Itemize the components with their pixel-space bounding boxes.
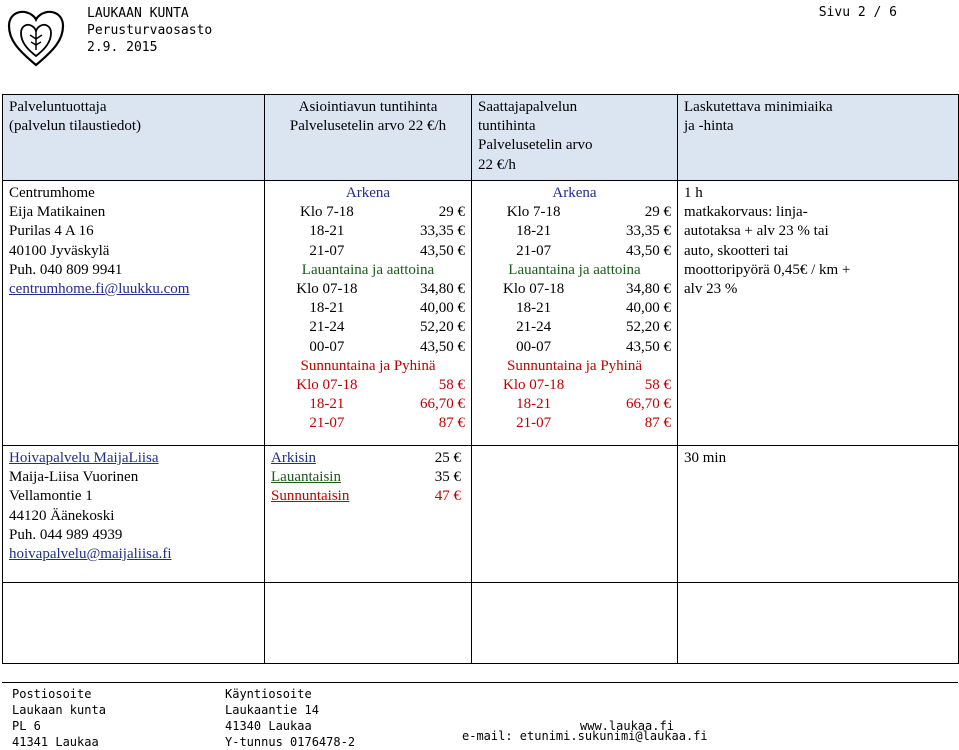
rate-value: 43,50 €	[420, 242, 465, 259]
provider-email-link[interactable]: hoivapalvelu@maijaliisa.fi	[9, 546, 172, 563]
minimum-note-line: alv 23 %	[684, 281, 738, 298]
footer-line: PL 6	[12, 719, 41, 733]
rate-value: 87 €	[644, 415, 671, 432]
rate-time: Klo 7-18	[300, 204, 354, 221]
footer-line: 41341 Laukaa	[12, 735, 99, 749]
service-provider-table	[2, 94, 959, 664]
minimum-note-line: auto, skootteri tai	[684, 242, 789, 259]
rate-time: 21-07	[516, 415, 552, 432]
rate-time: 18-21	[516, 300, 552, 317]
rate-value: 66,70 €	[626, 396, 671, 413]
rate-table	[271, 184, 465, 434]
footer-line: Postiosoite	[12, 687, 92, 701]
minimum-note-line: moottoripyörä 0,45€ / km +	[684, 261, 851, 278]
rate-label: Lauantaisin	[271, 469, 341, 486]
rate-table	[478, 184, 671, 434]
rate-label: Arkisin	[271, 450, 316, 466]
rate-time: 21-07	[309, 242, 345, 259]
empty-cell	[678, 583, 959, 664]
rate-time: Klo 07-18	[502, 281, 565, 298]
footer-line: Laukaan kunta	[12, 703, 106, 717]
minimum-charge-cell	[678, 181, 959, 446]
footer-line: Laukaantie 14	[225, 703, 319, 717]
rate-value: 58 €	[644, 377, 671, 394]
rate-time: 18-21	[309, 223, 345, 240]
rate-time: 18-21	[309, 300, 345, 317]
provider-contact: Maija-Liisa Vuorinen	[9, 469, 139, 486]
laukaa-coat-of-arms-logo	[6, 4, 66, 68]
footer-line: Käyntiosoite	[225, 687, 312, 701]
footer-visiting-address	[225, 686, 355, 750]
minimum-note-line: autotaksa + alv 23 % tai	[684, 223, 829, 240]
rate-time: Klo 07-18	[296, 281, 358, 298]
provider-postcode: 44120 Äänekoski	[9, 507, 115, 524]
minimum-charge-cell	[678, 446, 959, 583]
footer-line: Y-tunnus 0176478-2	[225, 735, 356, 749]
assistance-rates-cell	[265, 181, 472, 446]
rate-value: 29 €	[644, 204, 671, 221]
provider-contact: Eija Matikainen	[9, 204, 106, 221]
table-row	[3, 181, 959, 446]
rate-time: 21-24	[309, 319, 345, 336]
provider-phone: Puh. 044 989 4939	[9, 526, 123, 543]
provider-cell	[3, 446, 265, 583]
rate-value: 43,50 €	[626, 242, 671, 259]
assistance-rates-cell	[265, 446, 472, 583]
empty-cell	[472, 583, 678, 664]
header-line: ja -hinta	[684, 118, 734, 135]
rate-time: 00-07	[309, 338, 345, 355]
header-line: Asiointiavun tuntihinta	[298, 99, 438, 115]
rate-value: 47 €	[434, 488, 461, 505]
page-number: Sivu 2 / 6	[818, 5, 897, 20]
rate-time: 21-07	[309, 415, 345, 432]
rate-time: Klo 7-18	[506, 204, 561, 221]
footer-postal-address	[12, 686, 106, 750]
header-minimum-charge	[678, 95, 959, 181]
provider-cell	[3, 181, 265, 446]
header-line: 22 €/h	[478, 156, 516, 173]
rate-time: 00-07	[516, 338, 552, 355]
provider-postcode: 40100 Jyväskylä	[9, 242, 110, 259]
sunday-title: Sunnuntaina ja Pyhinä	[300, 357, 436, 374]
rate-time: Klo 07-18	[502, 377, 565, 394]
sunday-title: Sunnuntaina ja Pyhinä	[507, 357, 642, 374]
rate-value: 43,50 €	[420, 338, 465, 355]
table-row	[3, 583, 959, 664]
provider-address: Purilas 4 A 16	[9, 223, 94, 240]
header-line: tuntihinta	[478, 118, 536, 135]
provider-phone: Puh. 040 809 9941	[9, 261, 123, 278]
rate-value: 52,20 €	[626, 319, 671, 336]
rate-value: 35 €	[434, 469, 461, 486]
table-row	[3, 446, 959, 583]
document-header	[87, 5, 212, 56]
org-name: LAUKAAN KUNTA	[87, 6, 189, 21]
document-date: 2.9. 2015	[87, 40, 158, 55]
header-line: Palvelusetelin arvo	[478, 137, 593, 154]
header-provider	[3, 95, 265, 181]
rate-time: Klo 07-18	[296, 377, 358, 394]
rate-time: 18-21	[516, 396, 552, 413]
saturday-title: Lauantaina ja aattoina	[508, 261, 641, 278]
rate-time: 21-24	[516, 319, 552, 336]
header-line: (palvelun tilaustiedot)	[9, 118, 142, 135]
rate-value: 66,70 €	[420, 396, 465, 413]
escort-rates-cell	[472, 181, 678, 446]
provider-name: Hoivapalvelu MaijaLiisa	[9, 450, 159, 466]
rate-value: 25 €	[434, 450, 461, 466]
weekday-title: Arkena	[552, 185, 597, 201]
footer-website[interactable]: www.laukaa.fi	[580, 719, 674, 733]
rate-time: 18-21	[516, 223, 552, 240]
footer-divider	[2, 682, 958, 683]
rate-label: Sunnuntaisin	[271, 488, 350, 505]
header-line: Saattajapalvelun	[478, 99, 578, 115]
provider-address: Vellamontie 1	[9, 488, 93, 505]
rate-time: 21-07	[516, 242, 552, 259]
header-line: Laskutettava minimiaika	[684, 99, 833, 115]
header-line: Palveluntuottaja	[9, 99, 107, 115]
rate-value: 33,35 €	[420, 223, 465, 240]
minimum-time: 1 h	[684, 185, 703, 201]
weekday-title: Arkena	[345, 185, 391, 201]
rate-value: 40,00 €	[626, 300, 671, 317]
minimum-time: 30 min	[684, 450, 727, 466]
table-header-row	[3, 95, 959, 181]
header-line: Palvelusetelin arvo 22 €/h	[289, 118, 447, 135]
rate-value: 34,80 €	[420, 281, 465, 298]
provider-name: Centrumhome	[9, 185, 95, 201]
rate-value: 43,50 €	[626, 338, 671, 355]
rate-time: 18-21	[309, 396, 345, 413]
rate-value: 40,00 €	[420, 300, 465, 317]
header-assistance-rate	[265, 95, 472, 181]
escort-rates-cell	[472, 446, 678, 583]
provider-email-link[interactable]: centrumhome.fi@luukku.com	[9, 281, 190, 298]
empty-cell	[265, 583, 472, 664]
rate-table	[271, 449, 461, 507]
empty-cell	[3, 583, 265, 664]
rate-value: 58 €	[438, 377, 465, 394]
footer-line: 41340 Laukaa	[225, 719, 312, 733]
footer-email[interactable]: e-mail: etunimi.sukunimi@laukaa.fi	[462, 729, 708, 743]
saturday-title: Lauantaina ja aattoina	[301, 261, 435, 278]
rate-value: 29 €	[438, 204, 465, 221]
header-escort-rate	[472, 95, 678, 181]
rate-value: 52,20 €	[420, 319, 465, 336]
rate-value: 87 €	[438, 415, 465, 432]
department-name: Perusturvaosasto	[87, 23, 213, 38]
rate-value: 34,80 €	[626, 281, 671, 298]
rate-value: 33,35 €	[626, 223, 671, 240]
minimum-note-line: matkakorvaus: linja-	[684, 204, 808, 221]
